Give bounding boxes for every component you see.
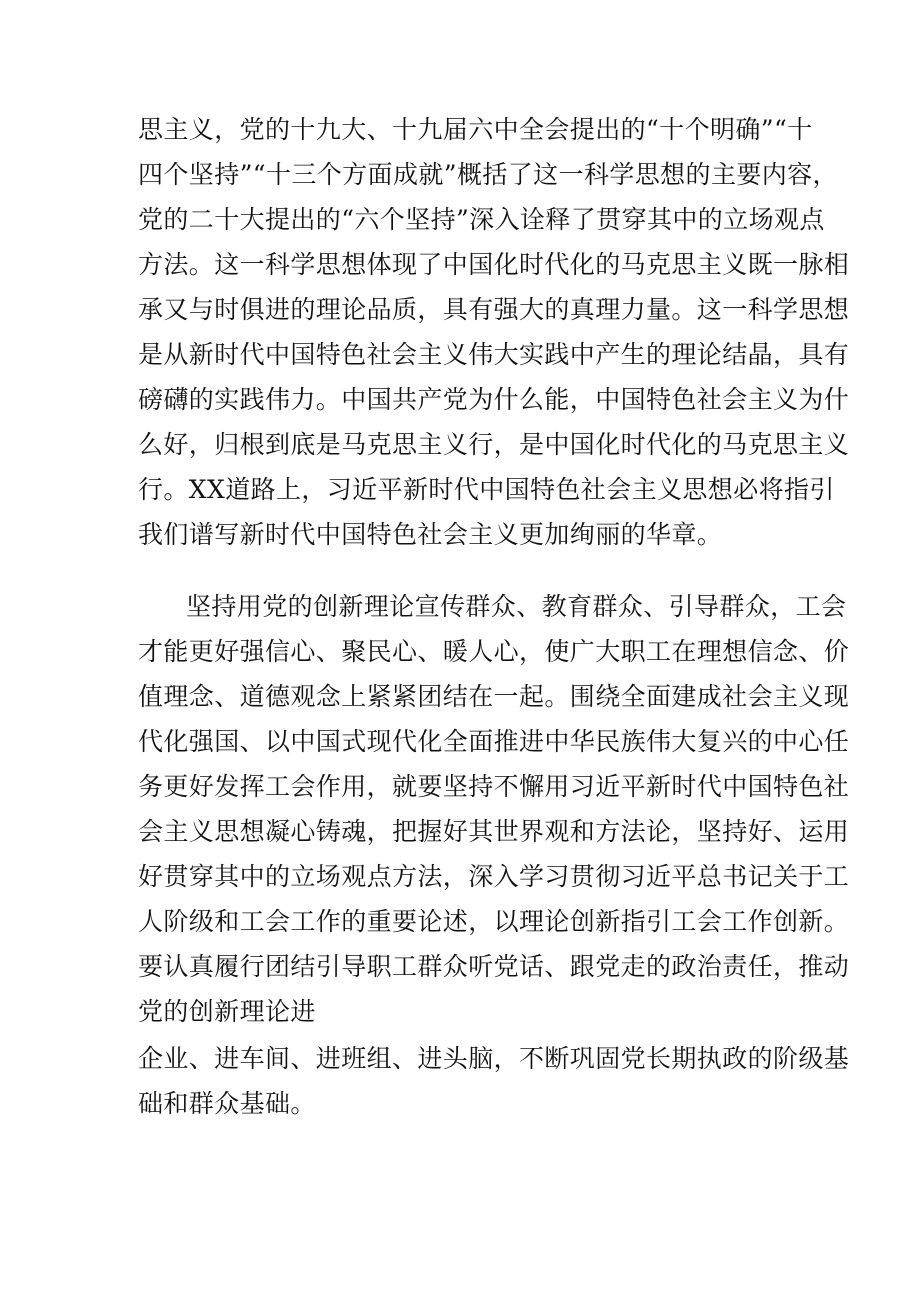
text-line: 础和群众基础。 <box>138 1089 316 1118</box>
text-line: 好贯穿其中的立场观点方法，深入学习贯彻习近平总书记关于工 <box>138 862 850 891</box>
text-line: 是从新时代中国特色社会主义伟大实践中产生的理论结晶，具有 <box>138 340 850 369</box>
text-line: 企业、进车间、进班组、进头脑，不断巩固党长期执政的阶级基 <box>138 1044 850 1073</box>
text-line: 么好，归根到底是马克思主义行，是中国化时代化的马克思主义 <box>138 430 850 459</box>
text-line: 人阶级和工会工作的重要论述，以理论创新指引工会工作创新。 <box>138 907 850 936</box>
text-line: 党的二十大提出的“六个坚持”深入诠释了贯穿其中的立场观点 <box>138 205 825 234</box>
text-line: 务更好发挥工会作用，就要坚持不懈用习近平新时代中国特色社 <box>138 772 850 801</box>
text-line: 值理念、道德观念上紧紧团结在一起。围绕全面建成社会主义现 <box>138 682 850 711</box>
text-line: 思主义，党的十九大、十九届六中全会提出的“十个明确”“十 <box>138 115 813 144</box>
text-line: 行。XX道路上，习近平新时代中国特色社会主义思想必将指引 <box>138 475 835 504</box>
text-line: 磅礴的实践伟力。中国共产党为什么能，中国特色社会主义为什 <box>138 385 850 414</box>
text-line: 代化强国、以中国式现代化全面推进中华民族伟大复兴的中心任 <box>138 727 850 756</box>
text-line: 才能更好强信心、聚民心、暖人心，使广大职工在理想信念、价 <box>138 637 850 666</box>
text-line: 承又与时俱进的理论品质，具有强大的真理力量。这一科学思想 <box>138 295 850 324</box>
text-line: 我们谱写新时代中国特色社会主义更加绚丽的华章。 <box>138 520 723 549</box>
text-line: 要认真履行团结引导职工群众听党话、跟党走的政治责任，推动 <box>138 952 850 981</box>
text-line: 方法。这一科学思想体现了中国化时代化的马克思主义既一脉相 <box>138 250 850 279</box>
text-line: 四个坚持”“十三个方面成就”概括了这一科学思想的主要内容， <box>138 160 838 189</box>
text-line: 党的创新理论进 <box>138 997 316 1026</box>
text-line: 会主义思想凝心铸魂，把握好其世界观和方法论，坚持好、运用 <box>138 817 850 846</box>
text-line: 坚持用党的创新理论宣传群众、教育群众、引导群众，工会 <box>186 592 847 621</box>
